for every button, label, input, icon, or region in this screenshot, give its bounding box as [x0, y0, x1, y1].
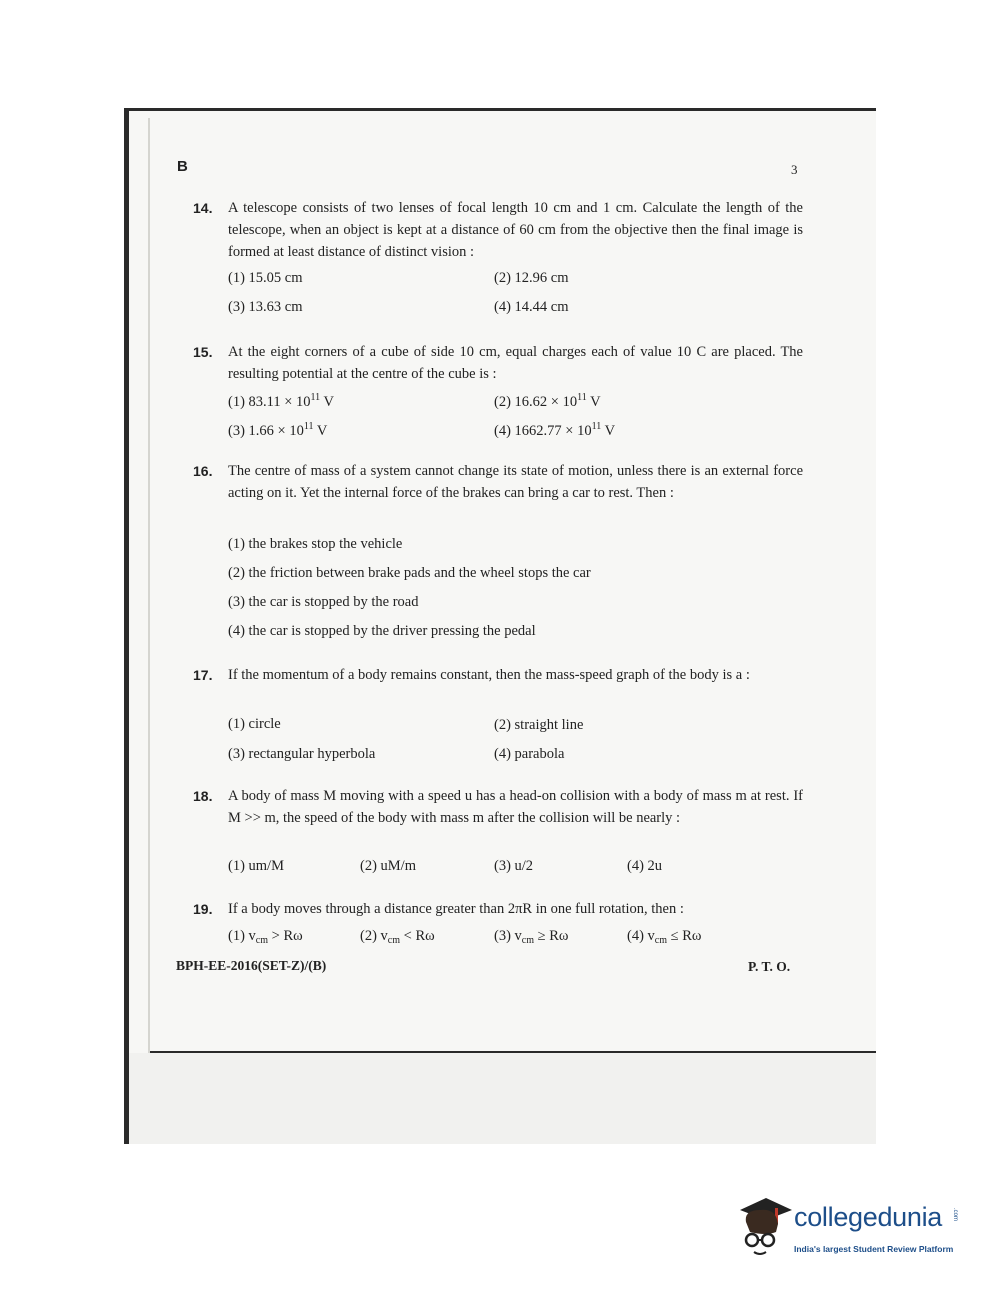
- question-number: 19.: [193, 901, 213, 917]
- option-1: (1) um/M: [228, 858, 284, 874]
- option-1: (1) the brakes stop the vehicle: [228, 536, 403, 552]
- option-4: (4) 2u: [627, 858, 663, 874]
- option-2: (2) $v_{cm} < R\omega$: [360, 928, 435, 946]
- question-text: The centre of mass of a system cannot change its state of motion, unless there is an external force acting on it. Yet the internal force of the brakes can bring a car to rest. Then :: [228, 463, 803, 501]
- question-number: 16.: [193, 463, 213, 479]
- question-number: 14.: [193, 200, 213, 216]
- question-number: 17.: [193, 667, 213, 683]
- option-4: (4) $v_{cm} \le R\omega$: [627, 928, 702, 946]
- option-2: (2) straight line: [494, 717, 584, 733]
- option-1: (1) $83.11 \times 10^{11}$ V: [228, 392, 335, 410]
- scan-shadow: [148, 118, 150, 1053]
- scan-edge-bottom: [150, 1051, 876, 1053]
- option-4: (4) parabola: [494, 746, 565, 762]
- option-3: (3) u/2: [494, 858, 534, 874]
- option-3: (3) $1.66 \times 10^{11}$ V: [228, 421, 328, 439]
- brand-domain: .com: [952, 1208, 958, 1222]
- question-text: A telescope consists of two lenses of focal length 10 cm and 1 cm. Calculate the length of the telescope, when an object is kept at a distance of 60 cm from the objective then the final image is formed at least distance of distinct vision :: [228, 200, 803, 260]
- option-2: (2) uM/m: [360, 858, 416, 874]
- question-text: If the momentum of a body remains constant, then the mass-speed graph of the body is a :: [228, 667, 750, 683]
- question-18: [193, 785, 803, 829]
- question-text: At the eight corners of a cube of side 10 cm, equal charges each of value 10 C are placed. The resulting potential at the centre of the cube is :: [228, 344, 803, 382]
- question-text: If a body moves through a distance greater than 2πR in one full rotation, then :: [228, 901, 684, 917]
- option-3: (3) the car is stopped by the road: [228, 594, 419, 610]
- question-16: [193, 460, 803, 504]
- option-2: (2) the friction between brake pads and the wheel stops the car: [228, 565, 591, 581]
- option-1: (1) $v_{cm} > R\omega$: [228, 928, 303, 946]
- page-turn-note: P. T. O.: [748, 959, 791, 974]
- option-3: (3) 13.63 cm: [228, 299, 303, 315]
- option-4: (4) $1662.77 \times 10^{11}$ V: [494, 421, 616, 439]
- scan-margin: [129, 1053, 876, 1144]
- brand-tagline: India's largest Student Review Platform: [794, 1244, 954, 1254]
- option-2: (2) $16.62 \times 10^{11}$ V: [494, 392, 601, 410]
- question-text: A body of mass M moving with a speed u has a head-on collision with a body of mass m at rest. If M >> m, the speed of the body with mass m after the collision will be nearly :: [228, 788, 803, 826]
- question-14: [193, 197, 803, 263]
- question-number: 18.: [193, 788, 213, 804]
- brand-name: collegedunia: [794, 1202, 943, 1232]
- option-1: (1) circle: [228, 716, 281, 732]
- question-19: [193, 898, 803, 920]
- question-number: 15.: [193, 344, 213, 360]
- option-4: (4) the car is stopped by the driver pressing the pedal: [228, 623, 536, 639]
- option-1: (1) 15.05 cm: [228, 270, 303, 286]
- option-4: (4) 14.44 cm: [494, 299, 569, 315]
- option-2: (2) 12.96 cm: [494, 270, 569, 286]
- graduate-icon: [736, 1196, 794, 1260]
- question-15: [193, 341, 803, 385]
- scan-edge-left: [124, 108, 129, 1144]
- option-3: (3) rectangular hyperbola: [228, 746, 376, 762]
- option-3: (3) $v_{cm} \ge R\omega$: [494, 928, 569, 946]
- collegedunia-logo: [736, 1196, 966, 1266]
- page-number: 3: [791, 162, 798, 177]
- scan-edge-top: [124, 108, 876, 111]
- section-letter: B: [177, 158, 188, 175]
- paper-code: BPH-EE-2016(SET-Z)/(B): [176, 958, 327, 973]
- question-17: [193, 664, 803, 686]
